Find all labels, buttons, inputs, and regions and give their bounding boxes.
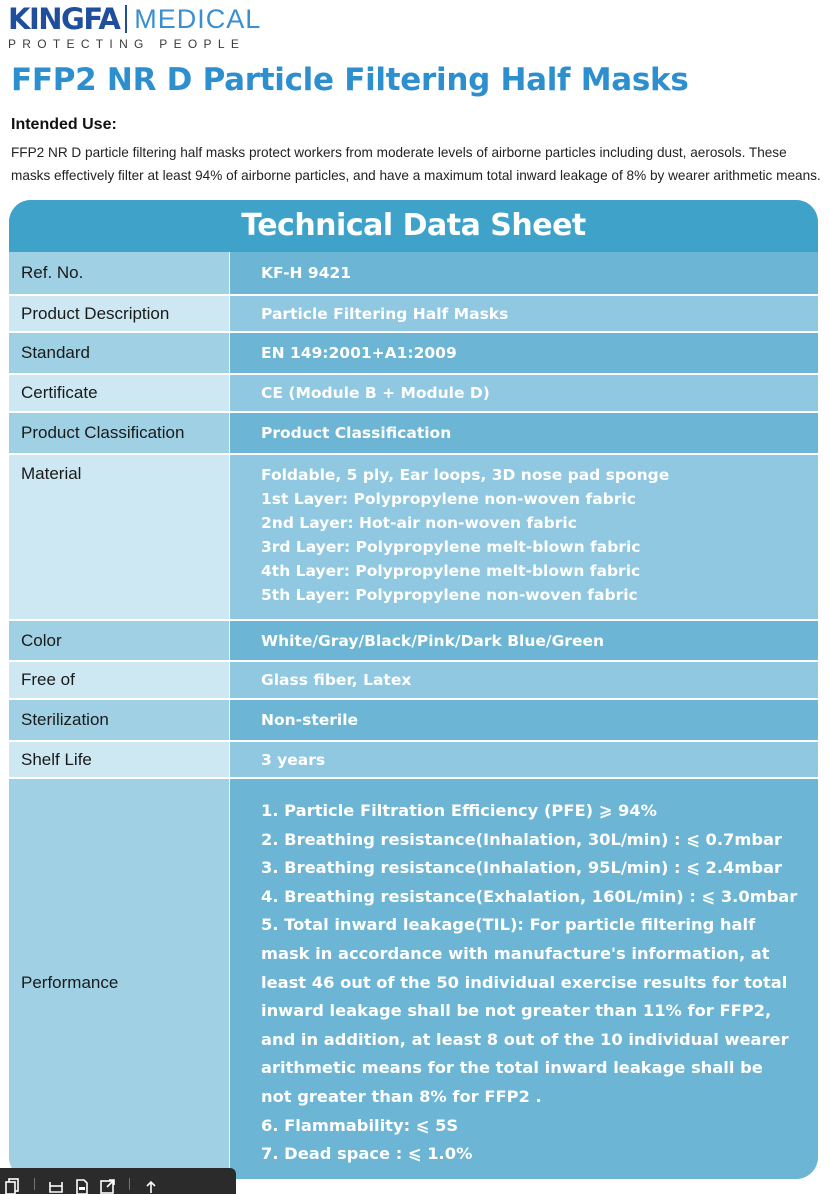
- row-product-classification: [9, 411, 818, 453]
- row-label: Shelf Life: [9, 742, 230, 777]
- material-line: Foldable, 5 ply, Ear loops, 3D nose pad sponge: [261, 466, 670, 484]
- performance-item: 5. Total inward leakage(TIL): For particle filtering half mask in accordance with manufacture's information, at least 46 out of the 50 individual exercise results for total inward leakage shall be not greater than 11% for FFP2, and in addition, at least 8 out of the 10 individual wearer arithmetic means for the total inward leakage shall be not greater than 8% for FFP2 .: [261, 915, 789, 1106]
- row-label: Certificate: [9, 375, 230, 411]
- row-free-of: [9, 660, 818, 698]
- viewer-toolbar: [0, 1168, 236, 1194]
- logo-divider: [125, 5, 127, 33]
- row-ref-no: [9, 252, 818, 294]
- material-line: 4th Layer: Polypropylene melt-blown fabric: [261, 562, 641, 580]
- page-title: FFP2 NR D Particle Filtering Half Masks: [11, 62, 689, 98]
- sheet-title: Technical Data Sheet: [9, 200, 818, 252]
- row-shelf-life: [9, 740, 818, 777]
- row-value: KF-H 9421: [230, 252, 818, 294]
- row-label: Color: [9, 621, 230, 660]
- technical-data-sheet: [9, 200, 818, 1179]
- material-line: 3rd Layer: Polypropylene melt-blown fabric: [261, 538, 641, 556]
- scroll-top-icon[interactable]: [138, 1172, 164, 1194]
- performance-item: 4. Breathing resistance(Exhalation, 160L/min) : ⩽ 3.0mbar: [261, 886, 798, 906]
- intended-use-line: FFP2 NR D particle filtering half masks protect workers from moderate levels of airborne particles including dust, aerosols. These: [11, 145, 787, 160]
- row-value: Particle Filtering Half Masks: [230, 296, 818, 331]
- row-value: CE (Module B + Module D): [230, 375, 818, 411]
- row-value: [230, 779, 818, 1179]
- performance-item: 1. Particle Filtration Efficiency (PFE) ⩾ 94%: [261, 801, 657, 820]
- row-sterilization: [9, 698, 818, 740]
- row-certificate: [9, 373, 818, 411]
- row-label: Free of: [9, 662, 230, 698]
- row-value: [230, 455, 818, 619]
- row-value: White/Gray/Black/Pink/Dark Blue/Green: [230, 621, 818, 660]
- row-color: [9, 619, 818, 660]
- row-standard: [9, 331, 818, 373]
- copy-icon[interactable]: [0, 1172, 26, 1194]
- row-material: [9, 453, 818, 619]
- row-performance: [9, 777, 818, 1179]
- performance-item: 6. Flammability: ⩽ 5S: [261, 1115, 459, 1135]
- row-value: Non-sterile: [230, 700, 818, 740]
- row-label: Product Description: [9, 296, 230, 331]
- row-value: 3 years: [230, 742, 818, 777]
- intended-use-heading: Intended Use:: [11, 116, 117, 133]
- material-line: 5th Layer: Polypropylene non-woven fabric: [261, 586, 638, 604]
- performance-item: 3. Breathing resistance(Inhalation, 95L/min) : ⩽ 2.4mbar: [261, 858, 783, 878]
- logo-medical-text: MEDICAL: [134, 4, 262, 34]
- kingfa-medical-logo: [8, 4, 261, 50]
- row-label: Performance: [9, 779, 230, 1179]
- material-line: 2nd Layer: Hot-air non-woven fabric: [261, 514, 577, 532]
- row-label: Product Classification: [9, 413, 230, 453]
- row-label: Material: [9, 455, 230, 619]
- performance-item: 7. Dead space : ⩽ 1.0%: [261, 1144, 473, 1164]
- intended-use-text: [11, 141, 823, 187]
- export-pdf-icon[interactable]: [69, 1172, 95, 1194]
- row-value: Product Classification: [230, 413, 818, 453]
- row-value: EN 149:2001+A1:2009: [230, 333, 818, 373]
- toolbar-separator: [129, 1178, 130, 1190]
- toolbar-separator: [34, 1178, 35, 1190]
- row-label: Standard: [9, 333, 230, 373]
- row-label: Ref. No.: [9, 252, 230, 294]
- intended-use-line: masks effectively filter at least 94% of airborne particles, and have a maximum total inward leakage of 8% by wearer arithmetic means.: [11, 168, 821, 183]
- row-label: Sterilization: [9, 700, 230, 740]
- logo-kingfa-text: KINGFA: [8, 2, 120, 36]
- logo-tagline: PROTECTING PEOPLE: [8, 37, 246, 51]
- row-value: Glass fiber, Latex: [230, 662, 818, 698]
- open-external-icon[interactable]: [95, 1172, 121, 1194]
- performance-item: 2. Breathing resistance(Inhalation, 30L/min) : ⩽ 0.7mbar: [261, 829, 783, 849]
- row-product-description: [9, 294, 818, 331]
- material-line: 1st Layer: Polypropylene non-woven fabric: [261, 490, 636, 508]
- save-icon[interactable]: [43, 1172, 69, 1194]
